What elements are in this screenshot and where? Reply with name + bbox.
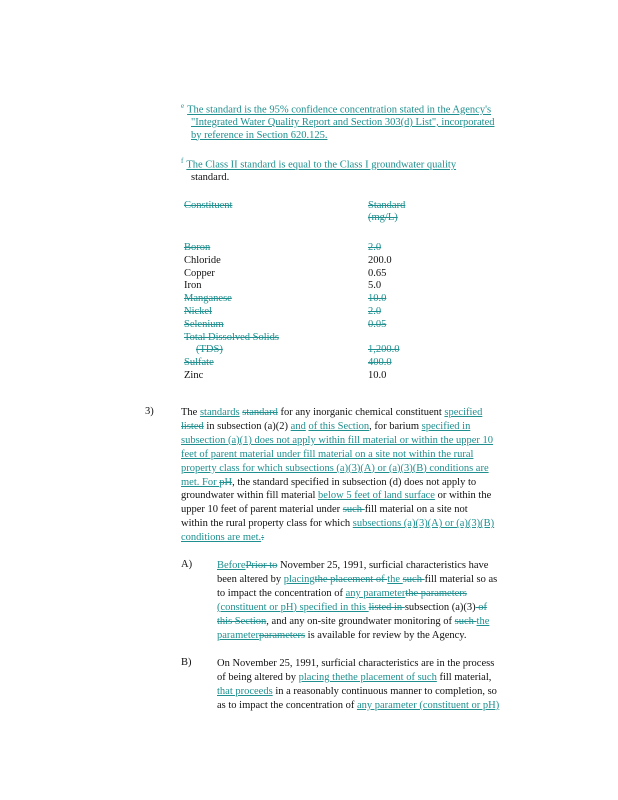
constituent-name: Selenium [184,318,224,330]
constituent-name: Zinc [184,370,204,381]
table-row [184,319,444,331]
standard-value: 200.0 [368,254,392,266]
item-a-paragraph: BeforePrior to November 25, 1991, surficial characteristics have been altered by placingthe placement of the such fill material so as to impact the concentration of any parameterthe parameters (constituent or pH) specified in this listed in subsection (a)(3) of this Section, and any on-site groundwater monitoring of such the parameterparameters is available for review by the Agency. [217,560,498,641]
table-row [184,370,444,382]
header-constituent: Constituent [184,200,233,211]
item-b-paragraph: On November 25, 1991, surficial characteristics are in the process of being altered by placing thethe placement of such fill material, that proceeds in a reasonably continuous manner to completion, so as to impact the concentration of any parameter (constituent or pH) [217,658,500,711]
footnote-e-line-3: by reference in Section 620.125. [191,129,328,141]
constituent-name: Chloride [184,254,221,266]
standard-value: 1,200.0 [368,344,400,356]
table-row [184,306,444,318]
footnote-e-line-2: "Integrated Water Quality Report and Section 303(d) List", incorporated [191,117,495,128]
header-standard: Standard [368,200,406,211]
footnote-e [181,100,551,142]
constituent-name: Sulfate [184,357,214,369]
table-header-units [184,212,444,224]
footnote-mark: f [181,157,184,165]
constituent-name: Copper [184,267,215,279]
section-3-paragraph: The standards standard for any inorganic chemical constituent specified listed in subsection (a)(2) and of this Section, for barium specified in subsection (a)(1) does not apply within fill material or within the upper 10 feet of parent material under fill material on a site not within the rural property class for which subsections (a)(3)(A) or (a)(3)(B) conditions are met. For pH, the standard specified in subsection (d) does not apply to groundwater within fill material below 5 feet of land surface or within the upper 10 feet of parent material under such fill material on a site not within the rural property class for which subsections (a)(3)(A) or (a)(3)(B) conditions are met.: [181,407,495,544]
constituent-name: Manganese [184,293,232,305]
standard-value: 10.0 [368,370,387,381]
table-header [184,200,444,212]
constituent-name: Total Dissolved Solids [184,331,279,343]
constituent-name: Iron [184,280,202,292]
standard-value: 5.0 [368,280,382,292]
table-row [184,280,444,292]
constituent-name: (TDS) [196,344,223,356]
standard-value: 2.0 [368,242,382,253]
standard-value: 0.05 [368,318,387,330]
footnote-e-line-1: The standard is the 95% confidence concentration stated in the Agency's [187,104,492,116]
header-units: (mg/L) [368,212,398,223]
table-row [184,242,444,254]
table-row [184,357,444,369]
standard-value: 0.65 [368,267,387,279]
footnote-f-line-2: standard. [191,172,230,183]
table-row [184,332,444,344]
standard-value: 400.0 [368,357,392,369]
constituent-name: Nickel [184,306,212,317]
standard-value: 10.0 [368,293,387,305]
footnote-f [181,155,551,185]
standard-value: 2.0 [368,306,382,317]
section-number: 3) [145,406,154,417]
table-row [184,255,444,267]
table-row [184,344,444,356]
footnote-f-line-1: The Class II standard is equal to the Class I groundwater quality [186,159,457,171]
constituent-name: Boron [184,242,211,253]
footnote-mark: e [181,102,185,110]
item-b-letter: B) [181,657,192,668]
table-row [184,293,444,305]
item-a-letter: A) [181,559,193,570]
table-row [184,268,444,280]
